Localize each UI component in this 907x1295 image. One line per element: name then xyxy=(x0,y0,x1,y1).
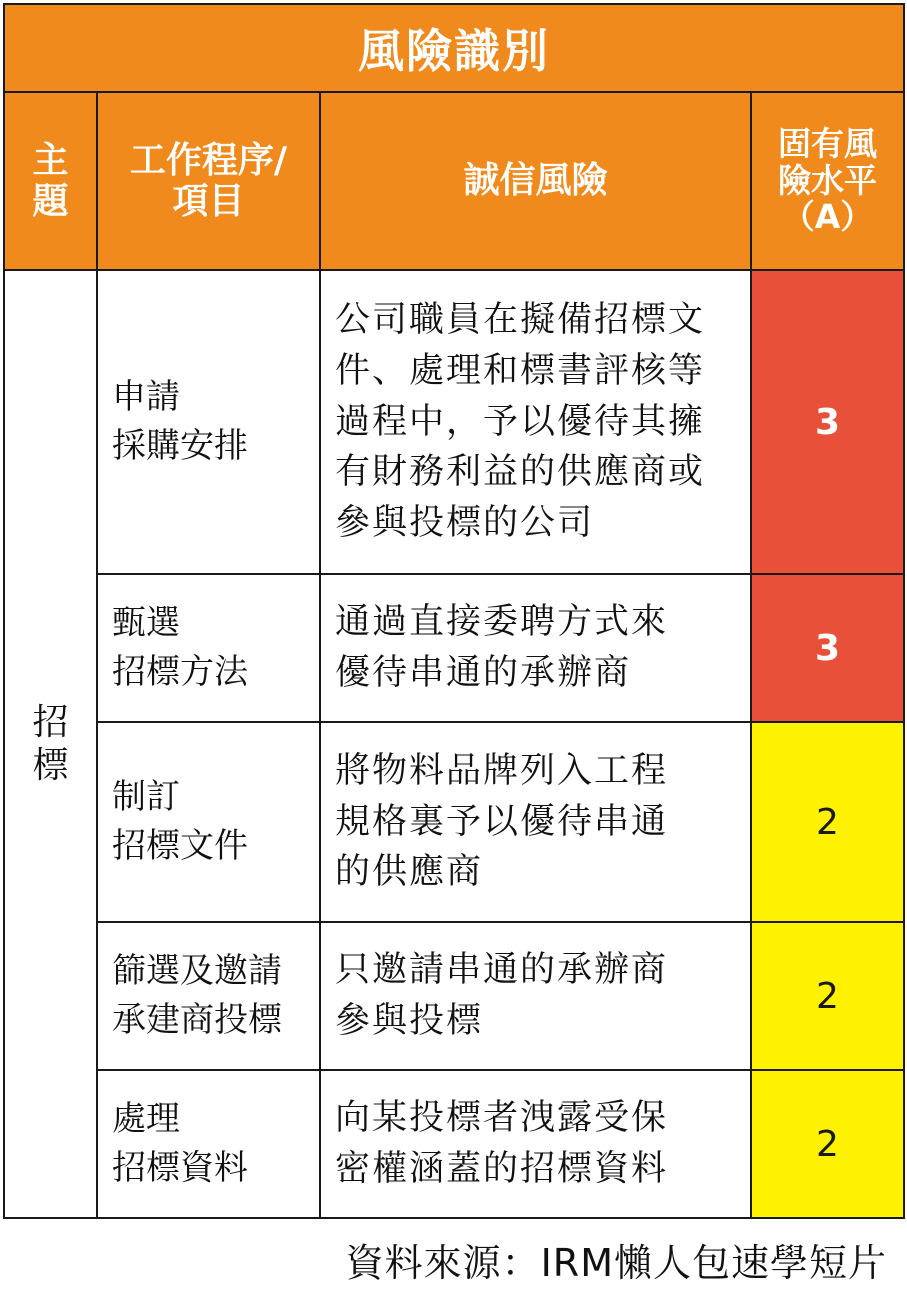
risk-line: 的供應商 xyxy=(335,852,484,893)
header-topic-line: 題 xyxy=(32,181,69,222)
risk-table xyxy=(3,3,905,1219)
risk-line: 過程中，予以優待其擁 xyxy=(335,401,706,442)
topic-line: 標 xyxy=(32,745,69,786)
procedure-line: 招標資料 xyxy=(112,1148,248,1188)
table-row xyxy=(4,922,904,1070)
header-level xyxy=(751,92,904,270)
procedure-line: 申請 xyxy=(112,376,180,417)
risk-line: 通過直接委聘方式來 xyxy=(335,602,669,643)
risk-level-cell: 3 xyxy=(751,270,904,574)
header-risk: 誠信風險 xyxy=(320,92,751,270)
procedure-line: 招標方法 xyxy=(112,652,248,692)
risk-line: 公司職員在擬備招標文 xyxy=(335,300,706,341)
table-row xyxy=(4,1070,904,1218)
header-procedure-line: 工作程序/ xyxy=(129,139,288,181)
risk-line: 參與投標 xyxy=(335,1001,484,1041)
topic-line: 招 xyxy=(32,701,69,743)
header-level-line: 險水平 xyxy=(778,160,877,200)
risk-cell xyxy=(320,922,751,1070)
procedure-line: 篩選及邀請 xyxy=(112,950,282,991)
table-title: 風險識別 xyxy=(4,4,904,92)
procedure-cell xyxy=(97,1070,320,1218)
procedure-line: 承建商投標 xyxy=(112,1000,282,1040)
table-row xyxy=(4,270,904,574)
risk-line: 向某投標者洩露受保 xyxy=(335,1098,669,1139)
header-procedure-line: 項目 xyxy=(172,181,245,222)
risk-level-cell: 3 xyxy=(751,574,904,722)
risk-line: 件、處理和標書評核等 xyxy=(335,350,706,391)
risk-cell xyxy=(320,574,751,722)
risk-line: 密權涵蓋的招標資料 xyxy=(335,1149,669,1189)
header-level-line: （A） xyxy=(781,197,874,237)
risk-level-cell: 2 xyxy=(751,722,904,922)
table-row xyxy=(4,722,904,922)
header-topic xyxy=(4,92,97,270)
procedure-cell xyxy=(97,270,320,574)
source-caption: 資料來源：IRM懶人包速學短片 xyxy=(345,1241,887,1285)
header-level-line: 固有風 xyxy=(778,123,877,163)
risk-level-cell: 2 xyxy=(751,1070,904,1218)
risk-line: 只邀請串通的承辦商 xyxy=(335,950,669,991)
procedure-line: 處理 xyxy=(112,1098,180,1139)
risk-line: 將物料品牌列入工程 xyxy=(335,750,669,791)
risk-level-cell: 2 xyxy=(751,922,904,1070)
topic-cell xyxy=(4,270,97,1218)
risk-line: 優待串通的承辦商 xyxy=(335,653,632,693)
procedure-cell xyxy=(97,922,320,1070)
risk-cell xyxy=(320,722,751,922)
risk-cell xyxy=(320,1070,751,1218)
procedure-cell xyxy=(97,722,320,922)
procedure-line: 招標文件 xyxy=(112,826,248,866)
risk-line: 參與投標的公司 xyxy=(335,503,595,544)
risk-line: 規格裏予以優待串通 xyxy=(335,801,669,842)
risk-cell xyxy=(320,270,751,574)
procedure-line: 甄選 xyxy=(112,602,180,643)
table-row xyxy=(4,574,904,722)
header-procedure xyxy=(97,92,320,270)
header-topic-line: 主 xyxy=(32,139,69,181)
procedure-cell xyxy=(97,574,320,722)
procedure-line: 制訂 xyxy=(112,776,180,817)
procedure-line: 採購安排 xyxy=(112,426,248,466)
risk-line: 有財務利益的供應商或 xyxy=(335,452,706,493)
